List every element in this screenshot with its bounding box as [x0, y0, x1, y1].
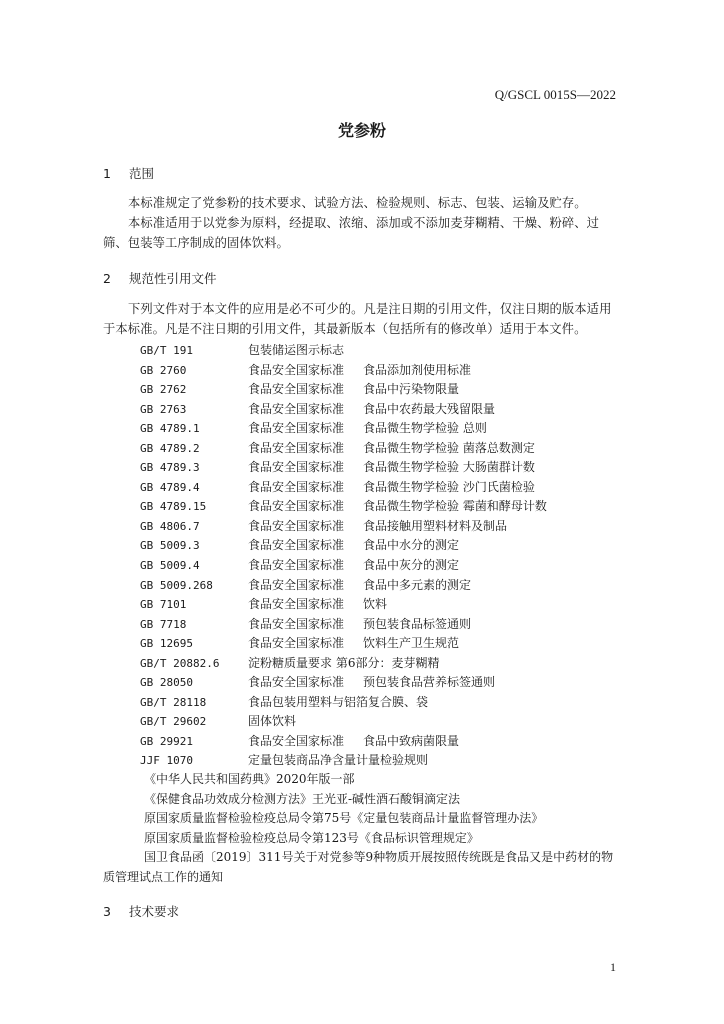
reference-standard-type: 食品安全国家标准	[248, 616, 345, 631]
reference-title: 饮料	[363, 597, 388, 612]
reference-standard-type: 食品安全国家标准	[248, 675, 345, 690]
reference-row	[140, 478, 547, 498]
normative-paragraph: 下列文件对于本文件的应用是必不可少的。凡是注日期的引用文件，仅注日期的版本适用于本标准。凡是不注日期的引用文件，其最新版本（包括所有的修改单）适用于本文件。	[103, 302, 612, 336]
extra-reference-item: 《保健食品功效成分检测方法》王光亚-碱性酒石酸铜滴定法	[144, 791, 461, 806]
reference-code: GB/T 191	[140, 344, 193, 357]
section-2-heading	[103, 269, 217, 287]
reference-row	[140, 439, 547, 459]
reference-row	[140, 536, 547, 556]
reference-title: 食品微生物学检验 菌落总数测定	[363, 440, 535, 455]
reference-code: GB/T 29602	[140, 715, 207, 729]
reference-title: 食品微生物学检验 霉菌和酵母计数	[363, 499, 547, 514]
reference-code: GB 4789.1	[140, 422, 200, 436]
reference-title: 食品中农药最大残留限量	[363, 401, 496, 416]
reference-standard-type: 食品安全国家标准	[248, 362, 345, 377]
reference-row	[140, 654, 547, 674]
reference-code: GB 29921	[140, 734, 193, 748]
reference-title: 食品中灰分的测定	[363, 558, 460, 573]
reference-title: 食品添加剂使用标准	[363, 362, 472, 377]
reference-standard-type: 食品安全国家标准	[248, 597, 345, 612]
reference-standard-type: 食品安全国家标准	[248, 382, 345, 397]
reference-title: 预包装食品营养标签通则	[363, 675, 496, 690]
reference-code: GB 12695	[140, 637, 193, 651]
reference-row	[140, 673, 547, 693]
reference-title: 食品微生物学检验 总则	[363, 421, 487, 436]
reference-title: 食品微生物学检验 沙门氏菌检验	[363, 479, 535, 494]
document-title: 党参粉	[337, 121, 386, 140]
reference-row	[140, 361, 547, 381]
reference-row	[140, 400, 547, 420]
reference-standard-type: 食品安全国家标准	[248, 733, 345, 748]
reference-title: 淀粉糖质量要求 第6部分：麦芽糊精	[248, 655, 440, 670]
reference-title: 固体饮料	[248, 714, 297, 729]
reference-title: 预包装食品标签通则	[363, 616, 472, 631]
scope-paragraph-1: 本标准规定了党参粉的技术要求、试验方法、检验规则、标志、包装、运输及贮存。	[128, 196, 587, 210]
reference-list	[140, 341, 547, 771]
reference-title: 包装储运图示标志	[248, 343, 345, 357]
scope-paragraph-2: 本标准适用于以党参为原料，经提取、浓缩、添加或不添加麦芽糊精、干燥、粉碎、过筛、包装等工序制成的固体饮料。	[103, 216, 600, 250]
section-1-heading	[103, 164, 154, 182]
reference-standard-type: 食品安全国家标准	[248, 440, 345, 455]
reference-row	[140, 517, 547, 537]
reference-row	[140, 419, 547, 439]
reference-code: GB 4789.3	[140, 461, 200, 475]
reference-standard-type: 食品安全国家标准	[248, 479, 345, 494]
reference-standard-type: 食品安全国家标准	[248, 460, 345, 475]
page-number: 1	[610, 960, 616, 974]
reference-standard-type: 食品安全国家标准	[248, 577, 345, 592]
reference-row	[140, 576, 547, 596]
reference-row	[140, 380, 547, 400]
reference-title: 定量包装商品净含量计量检验规则	[248, 753, 429, 768]
reference-code: GB 28050	[140, 676, 193, 690]
reference-code: GB 4806.7	[140, 519, 200, 533]
reference-code: GB 2760	[140, 363, 187, 377]
reference-standard-type: 食品安全国家标准	[248, 538, 345, 553]
section-title: 范围	[128, 166, 154, 181]
reference-standard-type: 食品安全国家标准	[248, 421, 345, 436]
reference-code: GB/T 20882.6	[140, 656, 220, 670]
extra-reference-item: 原国家质量监督检验检疫总局令第123号《食品标识管理规定》	[144, 830, 479, 845]
reference-standard-type: 食品安全国家标准	[248, 518, 345, 533]
extra-reference-item: 国卫食品函〔2019〕311号关于对党参等9种物质开展按照传统既是食品又是中药材的物质管理试点工作的通知	[103, 850, 614, 884]
reference-code: GB 4789.4	[140, 480, 200, 494]
reference-code: GB 4789.2	[140, 441, 200, 455]
reference-code: GB/T 28118	[140, 695, 207, 709]
reference-title: 食品中多元素的测定	[363, 577, 472, 592]
reference-standard-type: 食品安全国家标准	[248, 558, 345, 573]
section-number: 3	[103, 904, 111, 919]
section-3-heading	[103, 902, 179, 920]
reference-row	[140, 458, 547, 478]
reference-title: 食品包装用塑料与铝箔复合膜、袋	[248, 694, 429, 709]
reference-code: JJF 1070	[140, 754, 193, 768]
reference-row	[140, 497, 547, 517]
reference-row	[140, 693, 547, 713]
reference-row	[140, 615, 547, 635]
reference-standard-type: 食品安全国家标准	[248, 401, 345, 416]
extra-reference-item: 《中华人民共和国药典》2020年版一部	[144, 772, 355, 786]
reference-code: GB 7101	[140, 598, 187, 612]
reference-row	[140, 595, 547, 615]
reference-title: 食品中污染物限量	[363, 382, 460, 397]
reference-title: 饮料生产卫生规范	[363, 636, 460, 651]
reference-row	[140, 732, 547, 752]
section-number: 1	[103, 166, 111, 181]
extra-reference-list	[103, 770, 616, 887]
reference-code: GB 7718	[140, 617, 187, 631]
reference-code: GB 5009.268	[140, 578, 213, 592]
extra-reference-item: 原国家质量监督检验检疫总局令第75号《定量包装商品计量监督管理办法》	[144, 811, 544, 825]
reference-row	[140, 751, 547, 771]
section-number: 2	[103, 271, 111, 286]
reference-row	[140, 712, 547, 732]
reference-title: 食品中水分的测定	[363, 538, 460, 553]
reference-row	[140, 556, 547, 576]
section-title: 技术要求	[128, 904, 179, 919]
reference-title: 食品中致病菌限量	[363, 733, 460, 748]
reference-code: GB 4789.15	[140, 500, 207, 514]
reference-standard-type: 食品安全国家标准	[248, 499, 345, 514]
reference-code: GB 5009.3	[140, 539, 200, 553]
reference-title: 食品接触用塑料材料及制品	[363, 518, 508, 533]
document-code: Q/GSCL 0015S—2022	[494, 87, 616, 102]
reference-row	[140, 341, 547, 361]
reference-code: GB 5009.4	[140, 559, 200, 573]
section-title: 规范性引用文件	[128, 271, 217, 286]
reference-title: 食品微生物学检验 大肠菌群计数	[363, 460, 535, 475]
reference-code: GB 2763	[140, 402, 187, 416]
reference-code: GB 2762	[140, 383, 187, 397]
reference-row	[140, 634, 547, 654]
reference-standard-type: 食品安全国家标准	[248, 636, 345, 651]
